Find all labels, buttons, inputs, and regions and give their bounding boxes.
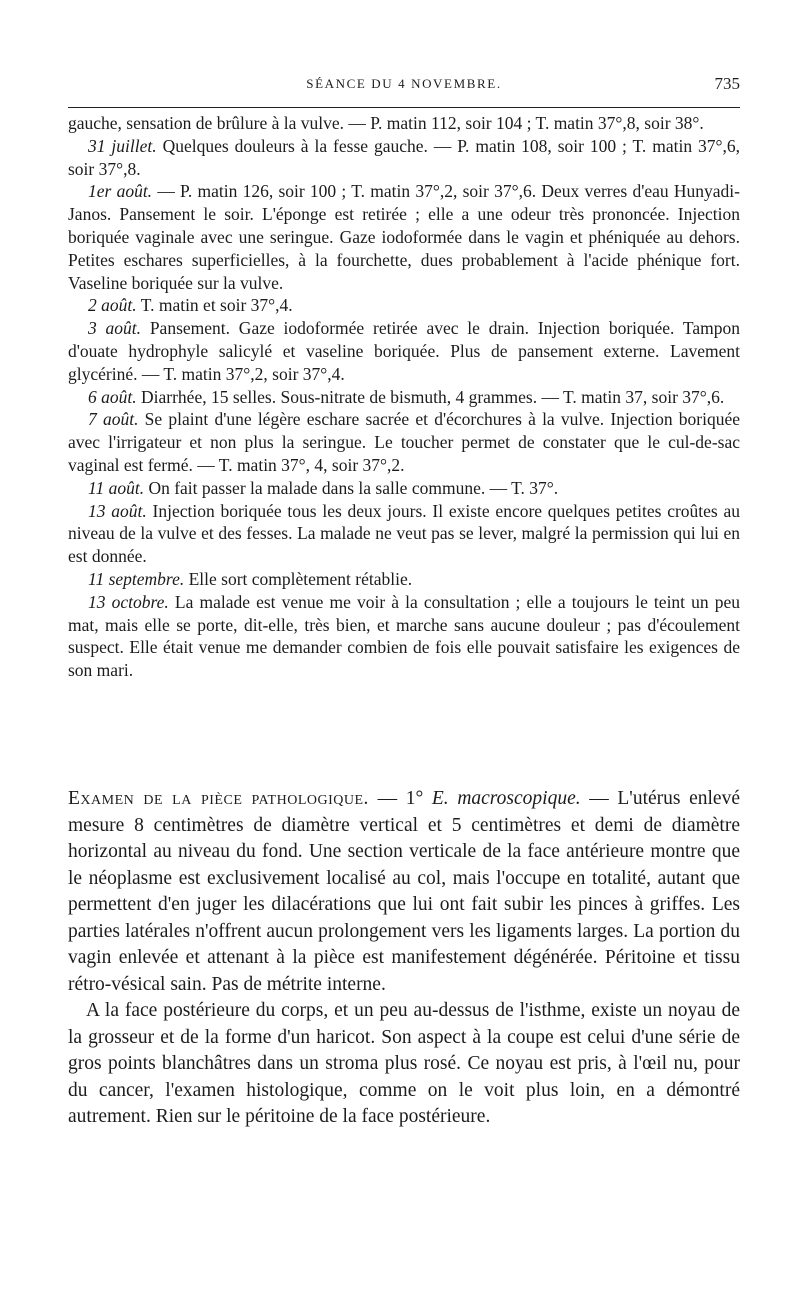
entry-text: T. matin et soir 37°,4. — [140, 295, 293, 316]
subsection-number: — 1° — [377, 788, 424, 809]
entry-date: 31 juillet. — [88, 135, 157, 156]
entry — [68, 500, 740, 568]
entry-date: 2 août. — [88, 295, 137, 316]
entry — [68, 591, 740, 682]
examination-paragraph — [68, 998, 740, 1131]
entry-text: Elle sort complètement rétablie. — [188, 568, 413, 589]
entry-date: 11 septembre. — [88, 568, 185, 589]
entry — [68, 477, 740, 500]
entry-text: Injection boriquée tous les deux jours. Il existe encore quelques petites croûtes au niveau de la vulve et des fesses. La malade ne veut pas se lever, malgré la permission qui lui en est donnée. — [68, 500, 740, 567]
subsection-title: E. macroscopique. — [431, 788, 581, 809]
paragraph-text: A la face postérieure du corps, et un peu au-dessus de l'isthme, existe un noyau de la grosseur et de la forme d'un haricot. Son aspect à la coupe est celui d'une série de gros points blanchâtres dans un stroma plus rosé. Ce noyau est pris, à l'œil nu, pour du cancer, l'examen histologique, comme on le voit plus loin, en a démontré autrement. Rien sur le péritoine de la face postérieure. — [68, 1000, 740, 1127]
entry-date: 13 octobre. — [88, 591, 169, 612]
entry-date: 11 août. — [88, 477, 145, 498]
entry-text: On fait passer la malade dans la salle commune. — T. 37°. — [148, 477, 559, 498]
entry — [68, 317, 740, 385]
entry-text: Quelques douleurs à la fesse gauche. — P. matin 108, soir 100 ; T. matin 37°,6, soir 37°,8. — [68, 135, 741, 179]
entry — [68, 180, 740, 294]
entry-text: Se plaint d'une légère eschare sacrée et d'écorchures à la vulve. Injection boriquée avec l'irrigateur et non plus la seringue. Le toucher permet de constater que le cul-de-sac vaginal est fermé. — T. matin 37°, 4, soir 37°,2. — [68, 409, 740, 475]
clinical-observation — [68, 112, 740, 682]
entry — [68, 135, 740, 181]
entry-text: Diarrhée, 15 selles. Sous-nitrate de bismuth, 4 grammes. — T. matin 37, soir 37°,6. — [141, 386, 725, 407]
entry — [68, 408, 740, 476]
entry-text: Pansement. Gaze iodoformée retirée avec le drain. Injection boriquée. Tampon d'ouate hydrophyle salicylé et vaseline boriquée. Plus de pansement externe. Lavement glycériné. — T. matin 37°,2, soir 37°,4. — [68, 318, 740, 384]
entry-date: 6 août. — [88, 386, 137, 407]
entry-date: 7 août. — [88, 409, 139, 430]
section-heading: Examen de la pièce pathologique. — [68, 788, 369, 809]
entry-date: 3 août. — [88, 318, 142, 339]
entry — [68, 294, 740, 317]
entry-text: gauche, sensation de brûlure à la vulve. — P. matin 112, soir 104 ; T. matin 37°,8, soir 38°. — [68, 113, 704, 133]
header-rule — [68, 107, 740, 108]
running-title: SÉANCE DU 4 NOVEMBRE. — [306, 76, 502, 91]
entry-text: — P. matin 126, soir 100 ; T. matin 37°,2, soir 37°,6. Deux verres d'eau Hunyadi-Janos. Pansement le soir. L'éponge est retirée ; elle a une odeur très prononcée. Injection boriquée vaginale avec une seringue. Gaze iodoformée dans le vagin et phéniquée au dehors. Petites eschares superficielles, à la fourchette, dues probablement à l'acide phénique fort. Vaseline boriquée sur la vulve. — [68, 181, 740, 293]
page-number: 735 — [714, 74, 740, 93]
entry — [68, 568, 740, 591]
page-header — [68, 76, 740, 100]
entry-continuation — [68, 112, 740, 135]
entry-date: 1er août. — [88, 181, 153, 202]
entry-text: La malade est venue me voir à la consultation ; elle a toujours le teint un peu mat, mais elle se porte, dit-elle, très bien, et marche sans aucune douleur ; pas d'écoulement suspect. Elle était venue me demander combien de fois elle pouvait satisfaire les exigences de son mari. — [68, 591, 741, 681]
pathology-examination — [68, 786, 740, 1131]
entry — [68, 386, 740, 409]
entry-date: 13 août. — [88, 500, 147, 521]
heading-dash: — — [589, 788, 609, 809]
examination-paragraph — [68, 786, 740, 998]
paragraph-text: L'utérus enlevé mesure 8 centimètres de diamètre vertical et 5 centimètres et demi de diamètre horizontal au niveau du fond. Une section verticale de la face antérieure montre que le néoplasme est exclusivement localisé au col, mais l'occupe en totalité, autant que permettent d'en juger les dilacérations que lui ont fait subir les pinces à griffes. Les parties latérales n'offrent aucun prolongement vers les ligaments larges. La portion du vagin enlevée et attenant à la pièce est manifestement dégénérée. Péritoine et tissu rétro-vésical sain. Pas de métrite interne. — [68, 788, 740, 995]
